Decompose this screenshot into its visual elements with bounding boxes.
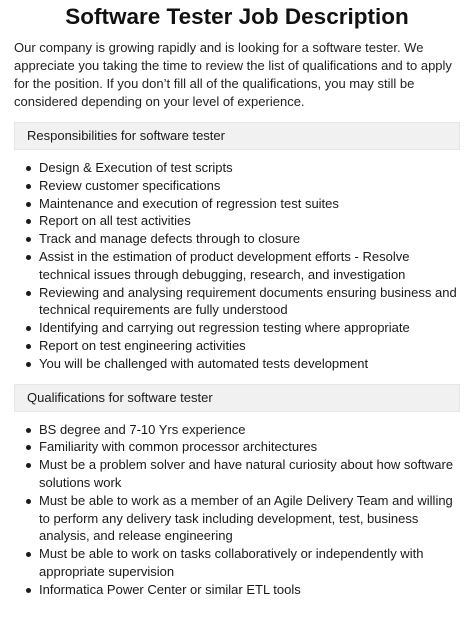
bullet-icon [26,552,31,557]
bullet-icon [26,588,31,593]
list-item-text: Identifying and carrying out regression testing where appropriate [39,320,410,336]
intro-paragraph: Our company is growing rapidly and is looking for a software tester. We appreciate you taking the time to review the list of qualifications and to apply for the position. If you don’t fill all of the qualifications, you may still be considered depending on your level of experience. [14,40,452,109]
list-item-text: Reviewing and analysing requirement documents ensuring business and technical requirements are fully understood [39,284,457,318]
page-title: Software Tester Job Description [65,4,409,29]
list-item [14,248,460,284]
list-item [14,545,460,581]
qualifications-list [14,421,460,599]
list-item [14,212,460,230]
bullet-icon [26,445,31,450]
list-item-text: Track and manage defects through to closure [39,231,301,247]
list-item-text: BS degree and 7-10 Yrs experience [39,421,246,437]
list-item [14,319,460,337]
bullet-icon [26,237,31,242]
list-item-text: Maintenance and execution of regression test suites [39,195,339,211]
list-item-text: Must be able to work on tasks collaboratively or independently with appropriate supervision [39,546,424,579]
bullet-icon [26,219,31,224]
list-item-text: Must be a problem solver and have natural curiosity about how software solutions work [39,457,454,490]
list-item-text: Must be able to work as a member of an Agile Delivery Team and willing to perform any delivery task including development, test, business analysis, and release engineering [39,492,453,544]
list-item [14,195,460,213]
list-item [14,438,460,456]
bullet-icon [26,463,31,468]
list-item [14,159,460,177]
bullet-icon [26,344,31,349]
list-item-text: Report on all test activities [39,213,191,229]
list-item-text: Review customer specifications [39,177,221,193]
list-item [14,492,460,545]
list-item [14,177,460,195]
bullet-icon [26,202,31,207]
list-item [14,230,460,248]
list-item [14,581,460,599]
list-item [14,284,460,320]
bullet-icon [26,291,31,296]
bullet-icon [26,499,31,504]
bullet-icon [26,255,31,260]
bullet-icon [26,184,31,189]
list-item [14,456,460,492]
list-item-text: Informatica Power Center or similar ETL tools [39,581,301,597]
responsibilities-heading: Responsibilities for software tester [14,122,460,150]
list-item [14,337,460,355]
list-item-text: Design & Execution of test scripts [39,160,233,175]
bullet-icon [26,326,31,331]
list-item [14,355,460,373]
list-item-text: Report on test engineering activities [39,337,246,353]
bullet-icon [26,362,31,367]
qualifications-heading: Qualifications for software tester [14,384,460,412]
responsibilities-list [14,159,460,373]
list-item-text: Assist in the estimation of product development efforts - Resolve technical issues through debugging, research, and investigation [39,248,410,282]
list-item [14,421,460,439]
bullet-icon [26,166,31,171]
list-item-text: Familiarity with common processor architectures [39,439,318,455]
bullet-icon [26,428,31,433]
list-item-text: You will be challenged with automated tests development [39,355,369,371]
